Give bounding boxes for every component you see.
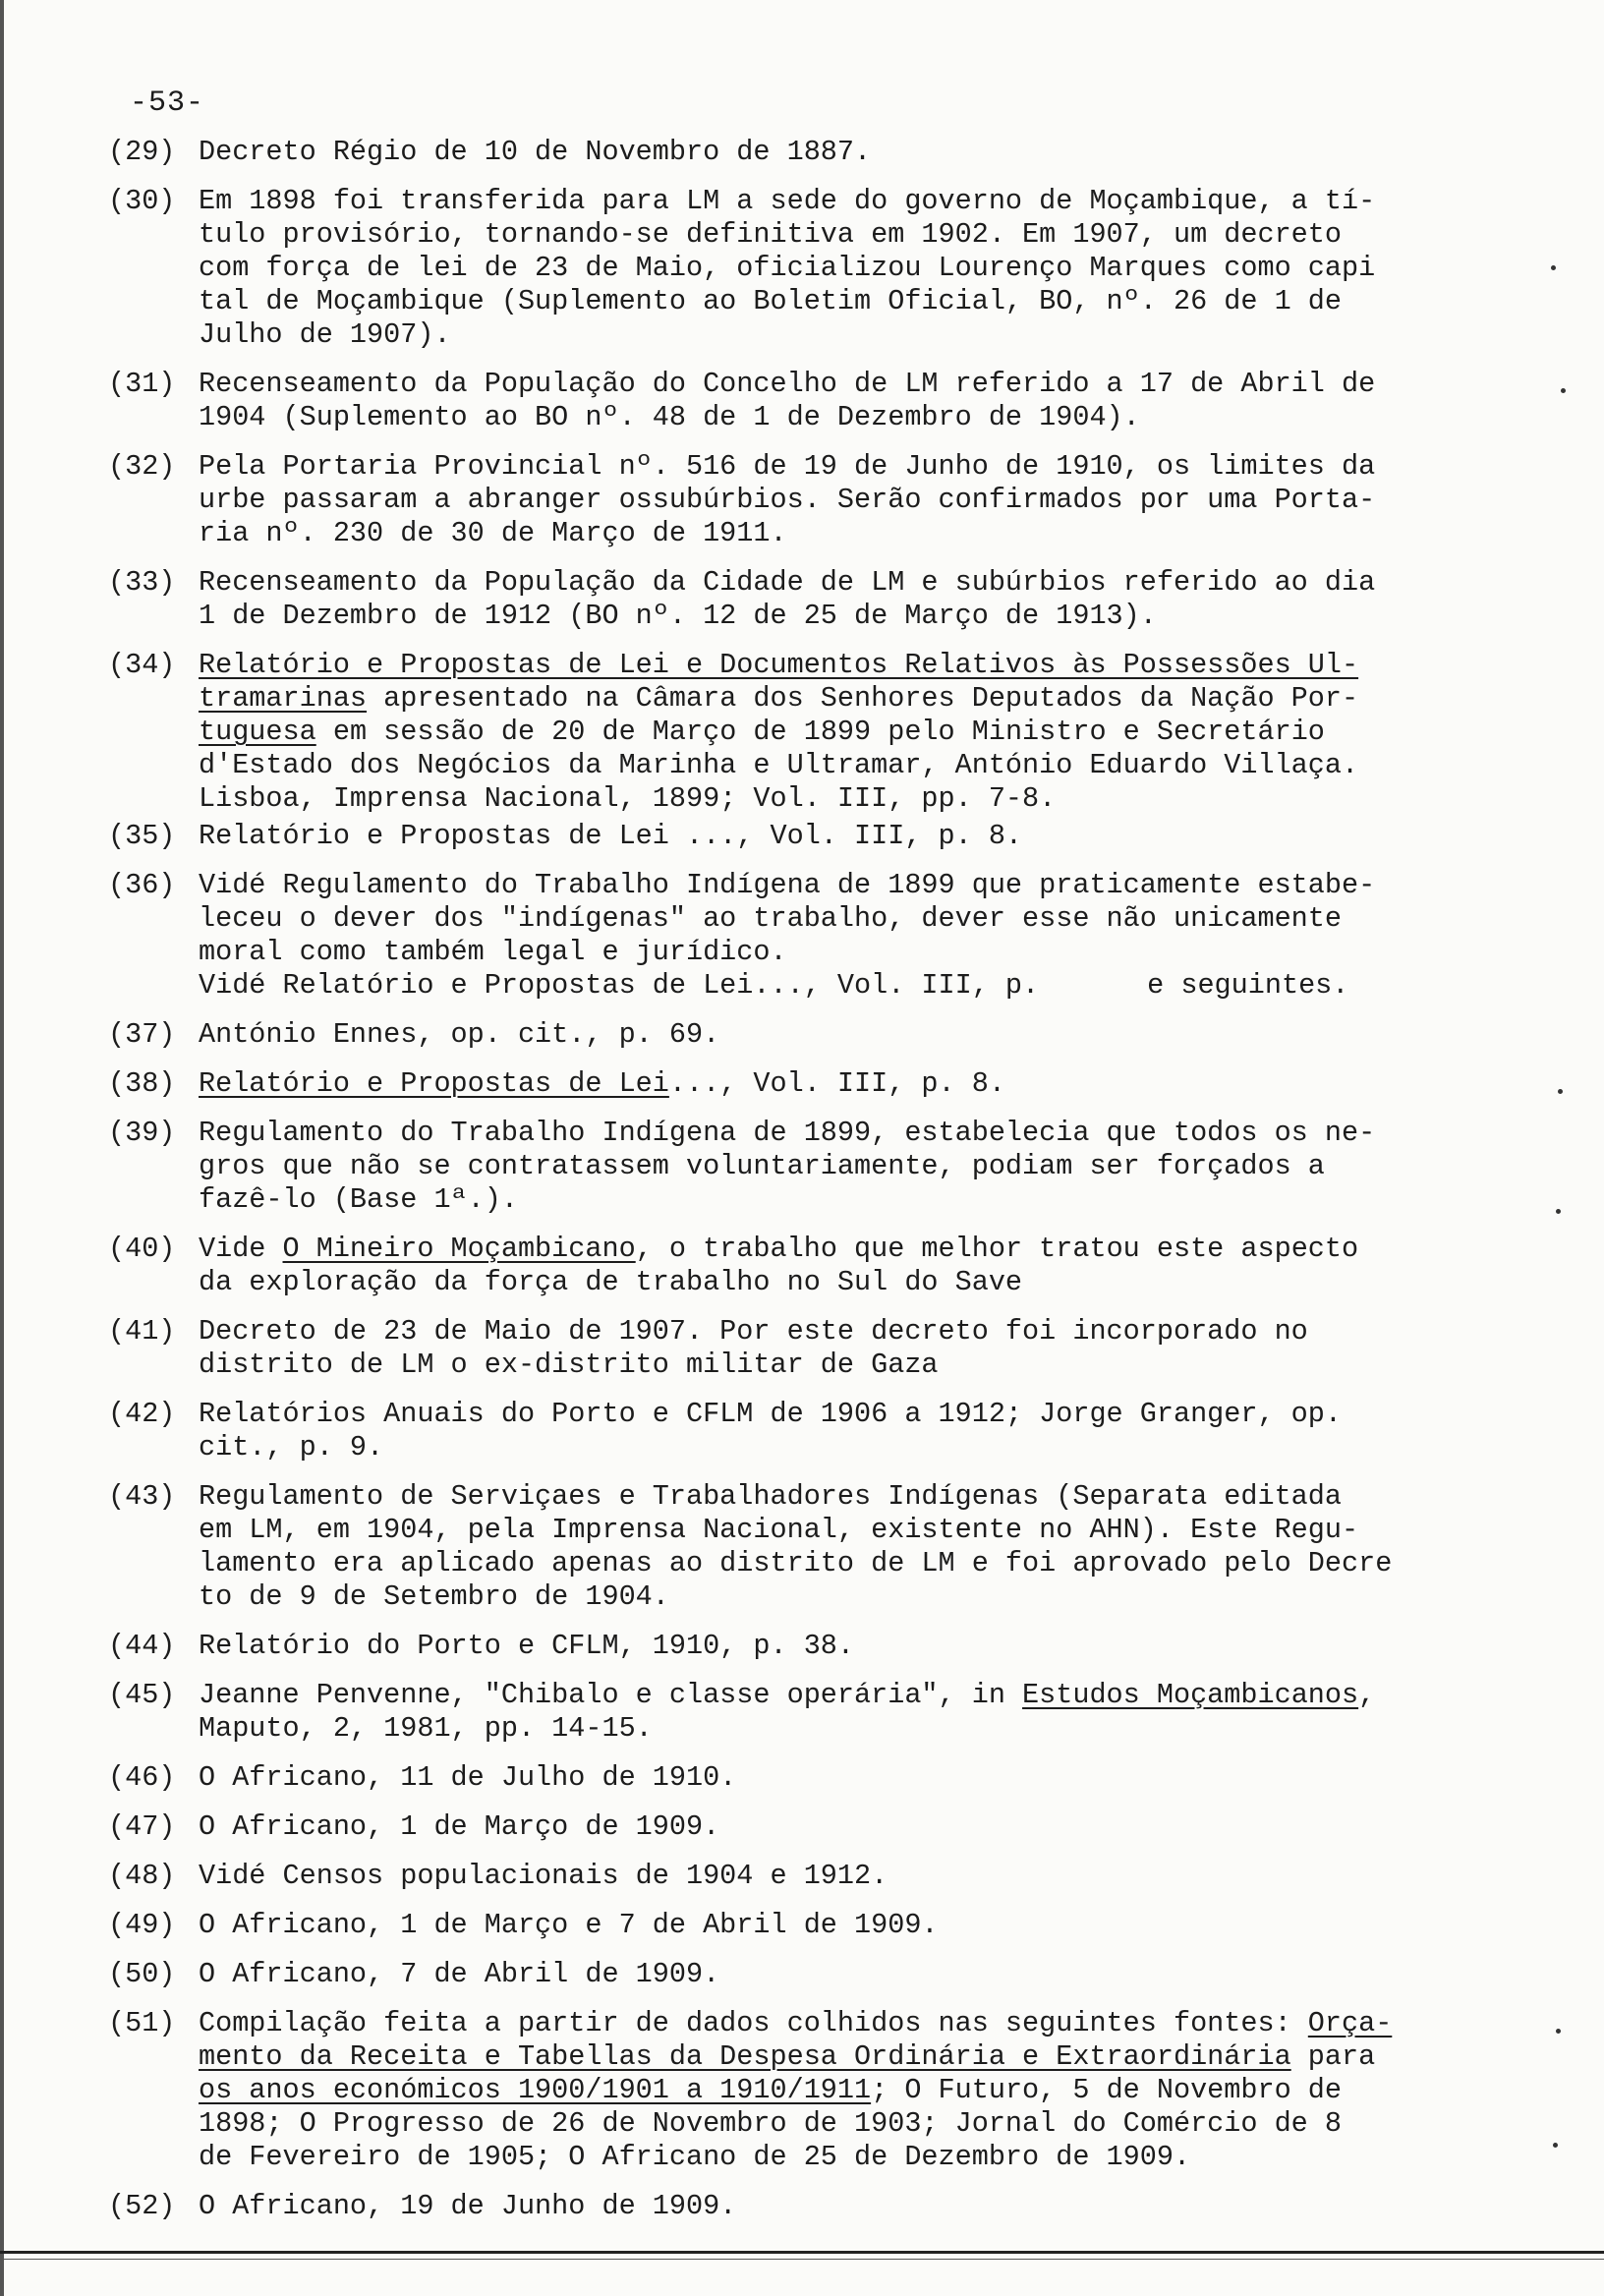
text-run: urbe passaram a abranger ossubúrbios. Serão confirmados por uma Porta- bbox=[199, 484, 1376, 516]
footnote-line bbox=[199, 749, 1484, 782]
text-run: tulo provisório, tornando-se definitiva em 1902. Em 1907, um decreto bbox=[199, 218, 1342, 251]
text-run: de Fevereiro de 1905; O Africano de 25 de Dezembro de 1909. bbox=[199, 2141, 1191, 2173]
scan-speck bbox=[1556, 1209, 1561, 1214]
text-run: , bbox=[1358, 1679, 1376, 1711]
footnote-number: (40) bbox=[108, 1233, 176, 1265]
text-run: Relatório do Porto e CFLM, 1910, p. 38. bbox=[199, 1630, 855, 1662]
footnote-line bbox=[199, 1183, 1484, 1217]
footnote bbox=[108, 869, 1484, 1003]
footnote-number: (34) bbox=[108, 649, 176, 681]
underlined-title: Relatório e Propostas de Lei bbox=[199, 1067, 669, 1100]
footnote-line bbox=[199, 2074, 1484, 2107]
text-run: Julho de 1907). bbox=[199, 318, 451, 351]
footnote bbox=[108, 820, 1484, 853]
footnote-text bbox=[199, 1860, 1484, 1893]
underlined-title: tramarinas bbox=[199, 682, 368, 715]
footnote-text bbox=[199, 1630, 1484, 1663]
footnote-line bbox=[199, 1580, 1484, 1614]
footnote-line bbox=[199, 1761, 1484, 1795]
footnote-line bbox=[199, 1315, 1484, 1349]
text-run: ; O Futuro, 5 de Novembro de bbox=[871, 2074, 1343, 2106]
footnote-text bbox=[199, 1810, 1484, 1844]
footnote-line bbox=[199, 1480, 1484, 1514]
footnote bbox=[108, 1679, 1484, 1746]
scan-speck bbox=[1551, 265, 1556, 270]
text-run: Maputo, 2, 1981, pp. 14-15. bbox=[199, 1712, 653, 1745]
text-run: gros que não se contratassem voluntariamente, podiam ser forçados a bbox=[199, 1150, 1325, 1182]
text-run: Lisboa, Imprensa Nacional, 1899; Vol. III, pp. 7-8. bbox=[199, 782, 1057, 815]
scan-speck bbox=[1556, 2029, 1561, 2034]
text-run: , o trabalho que melhor tratou este aspecto bbox=[635, 1233, 1359, 1265]
footnote-text bbox=[199, 820, 1484, 853]
scan-speck bbox=[1553, 2143, 1558, 2148]
footnote-line bbox=[199, 185, 1484, 218]
text-run: em LM, em 1904, pela Imprensa Nacional, existente no AHN). Este Regu- bbox=[199, 1514, 1359, 1546]
footnote-text bbox=[199, 1480, 1484, 1614]
text-run: 1 de Dezembro de 1912 (BO nº. 12 de 25 de Março de 1913). bbox=[199, 600, 1157, 632]
text-run: Decreto Régio de 10 de Novembro de 1887. bbox=[199, 136, 872, 168]
footnote-text bbox=[199, 1067, 1484, 1101]
footnote-line bbox=[199, 401, 1484, 434]
footnote bbox=[108, 566, 1484, 633]
footnote-text bbox=[199, 1679, 1484, 1746]
underlined-title: os anos económicos 1900/1901 a 1910/1911 bbox=[199, 2074, 872, 2106]
footnote bbox=[108, 1630, 1484, 1663]
footnote-number: (37) bbox=[108, 1018, 176, 1051]
footnote-line bbox=[199, 1958, 1484, 1991]
text-run: Decreto de 23 de Maio de 1907. Por este decreto foi incorporado no bbox=[199, 1315, 1308, 1348]
text-run: para bbox=[1290, 2040, 1376, 2073]
footnote-number: (44) bbox=[108, 1630, 176, 1662]
text-run: lamento era aplicado apenas ao distrito de LM e foi aprovado pelo Decre bbox=[199, 1547, 1393, 1579]
footnote-text bbox=[199, 368, 1484, 434]
text-run: Regulamento do Trabalho Indígena de 1899, estabelecia que todos os ne- bbox=[199, 1117, 1376, 1149]
text-run: 1898; O Progresso de 26 de Novembro de 1903; Jornal do Comércio de 8 bbox=[199, 2107, 1342, 2140]
footnote-number: (43) bbox=[108, 1480, 176, 1513]
text-run: tal de Moçambique (Suplemento ao Boletim Oficial, BO, nº. 26 de 1 de bbox=[199, 285, 1342, 317]
footnote-line bbox=[199, 1810, 1484, 1844]
text-run: O Africano, 1 de Março de 1909. bbox=[199, 1810, 720, 1843]
footnote-text bbox=[199, 136, 1484, 169]
underlined-title: O Mineiro Moçambicano bbox=[282, 1233, 636, 1265]
footnote-line bbox=[199, 1909, 1484, 1942]
footnote bbox=[108, 1958, 1484, 1991]
footnote-line bbox=[199, 2007, 1484, 2040]
text-run: fazê-lo (Base 1ª.). bbox=[199, 1183, 518, 1216]
text-run: Vidé Regulamento do Trabalho Indígena de 1899 que praticamente estabe- bbox=[199, 869, 1376, 901]
footnote-number: (33) bbox=[108, 566, 176, 599]
footnote-line bbox=[199, 318, 1484, 352]
underlined-title: Relatório e Propostas de Lei e Documentos Relativos às Possessões Ul- bbox=[199, 649, 1359, 681]
footnote bbox=[108, 1810, 1484, 1844]
footnote bbox=[108, 1398, 1484, 1464]
footnote-line bbox=[199, 1117, 1484, 1150]
footnote-line bbox=[199, 969, 1484, 1003]
underlined-title: Orça- bbox=[1307, 2007, 1393, 2039]
page-number: -53- bbox=[130, 86, 205, 120]
footnote-text bbox=[199, 185, 1484, 352]
footnote-line bbox=[199, 566, 1484, 600]
text-run: d'Estado dos Negócios da Marinha e Ultramar, António Eduardo Villaça. bbox=[199, 749, 1359, 781]
text-run: Vide bbox=[199, 1233, 283, 1265]
footnote-line bbox=[199, 136, 1484, 169]
scan-left-edge bbox=[0, 0, 4, 2296]
footnote-line bbox=[199, 682, 1484, 716]
footnote-number: (36) bbox=[108, 869, 176, 901]
footnote-line bbox=[199, 1150, 1484, 1183]
footnote-line bbox=[199, 1712, 1484, 1746]
footnote-line bbox=[199, 218, 1484, 252]
footnote-line bbox=[199, 2040, 1484, 2074]
footnote-text bbox=[199, 1233, 1484, 1299]
footnote-line bbox=[199, 1349, 1484, 1382]
footnote-line bbox=[199, 450, 1484, 484]
footnote bbox=[108, 1233, 1484, 1299]
footnote bbox=[108, 1018, 1484, 1052]
text-run: moral como também legal e jurídico. bbox=[199, 936, 787, 968]
footnote-line bbox=[199, 869, 1484, 902]
footnotes-list bbox=[108, 136, 1484, 2239]
footnote bbox=[108, 1117, 1484, 1217]
footnote bbox=[108, 649, 1484, 816]
footnote-line bbox=[199, 484, 1484, 517]
text-run: da exploração da força de trabalho no Sul do Save bbox=[199, 1266, 1023, 1298]
footnote bbox=[108, 1067, 1484, 1101]
footnote bbox=[108, 2190, 1484, 2223]
text-run: ..., Vol. III, p. 8. bbox=[668, 1067, 1005, 1100]
text-run: Relatório e Propostas de Lei ..., Vol. III, p. 8. bbox=[199, 820, 1023, 852]
footnote-line bbox=[199, 252, 1484, 285]
underlined-title: Estudos Moçambicanos bbox=[1022, 1679, 1359, 1711]
footnote-text bbox=[199, 1315, 1484, 1382]
text-run: Recenseamento da População da Cidade de LM e subúrbios referido ao dia bbox=[199, 566, 1376, 599]
text-run: Recenseamento da População do Concelho de LM referido a 17 de Abril de bbox=[199, 368, 1376, 400]
footnote bbox=[108, 1480, 1484, 1614]
footnote-line bbox=[199, 368, 1484, 401]
text-run: Pela Portaria Provincial nº. 516 de 19 de Junho de 1910, os limites da bbox=[199, 450, 1376, 483]
text-run: cit., p. 9. bbox=[199, 1431, 384, 1464]
footnote-line bbox=[199, 1233, 1484, 1266]
footnote-line bbox=[199, 1431, 1484, 1464]
underlined-title: tuguesa bbox=[199, 716, 316, 748]
footnote bbox=[108, 2007, 1484, 2174]
footnote-number: (31) bbox=[108, 368, 176, 400]
footnote-line bbox=[199, 649, 1484, 682]
text-run: to de 9 de Setembro de 1904. bbox=[199, 1580, 669, 1613]
text-run: Vidé Relatório e Propostas de Lei..., Vol. III, p. bbox=[199, 969, 1040, 1002]
footnote-line bbox=[199, 1860, 1484, 1893]
footnote-text bbox=[199, 1958, 1484, 1991]
footnote bbox=[108, 1761, 1484, 1795]
text-run: apresentado na Câmara dos Senhores Deputados da Nação Por- bbox=[367, 682, 1359, 715]
text-run: em sessão de 20 de Março de 1899 pelo Ministro e Secretário bbox=[315, 716, 1325, 748]
footnote-text bbox=[199, 1018, 1484, 1052]
footnote bbox=[108, 185, 1484, 352]
footnote-number: (32) bbox=[108, 450, 176, 483]
text-run: O Africano, 7 de Abril de 1909. bbox=[199, 1958, 720, 1990]
footnote-line bbox=[199, 1679, 1484, 1712]
footnote-number: (48) bbox=[108, 1860, 176, 1892]
scan-speck bbox=[1558, 1089, 1563, 1094]
footnote-number: (35) bbox=[108, 820, 176, 852]
text-run: Em 1898 foi transferida para LM a sede do governo de Moçambique, a tí- bbox=[199, 185, 1376, 217]
text-run: ria nº. 230 de 30 de Março de 1911. bbox=[199, 517, 787, 549]
text-run: leceu o dever dos "indígenas" ao trabalho, dever esse não unicamente bbox=[199, 902, 1342, 935]
footnote-line bbox=[199, 517, 1484, 550]
footnote-line bbox=[199, 285, 1484, 318]
footnote-number: (45) bbox=[108, 1679, 176, 1711]
footnote-text bbox=[199, 1117, 1484, 1217]
footnote-line bbox=[199, 2107, 1484, 2141]
footnote-line bbox=[199, 1067, 1484, 1101]
footnote-line bbox=[199, 782, 1484, 816]
footnote-line bbox=[199, 1630, 1484, 1663]
footnote-number: (47) bbox=[108, 1810, 176, 1843]
text-run: O Africano, 11 de Julho de 1910. bbox=[199, 1761, 737, 1794]
footnote-line bbox=[199, 716, 1484, 749]
scan-speck bbox=[1561, 388, 1566, 393]
text-run: Relatórios Anuais do Porto e CFLM de 1906 a 1912; Jorge Granger, op. bbox=[199, 1398, 1342, 1430]
bottom-rule-thin bbox=[0, 2259, 1604, 2260]
footnote-number: (51) bbox=[108, 2007, 176, 2039]
footnote-text bbox=[199, 2007, 1484, 2174]
text-run: O Africano, 1 de Março e 7 de Abril de 1909. bbox=[199, 1909, 939, 1941]
footnote-line bbox=[199, 2190, 1484, 2223]
footnote-number: (29) bbox=[108, 136, 176, 168]
text-run: 1904 (Suplemento ao BO nº. 48 de 1 de Dezembro de 1904). bbox=[199, 401, 1140, 433]
footnote-number: (49) bbox=[108, 1909, 176, 1941]
footnote bbox=[108, 1909, 1484, 1942]
footnote-line bbox=[199, 902, 1484, 936]
footnote-text bbox=[199, 1761, 1484, 1795]
underlined-title: mento da Receita e Tabellas da Despesa Ordinária e Extraordinária bbox=[199, 2040, 1291, 2073]
footnote-number: (50) bbox=[108, 1958, 176, 1990]
footnote-line bbox=[199, 1547, 1484, 1580]
footnote-text bbox=[199, 1398, 1484, 1464]
footnote bbox=[108, 1315, 1484, 1382]
text-run: António Ennes, op. cit., p. 69. bbox=[199, 1018, 720, 1051]
footnote-line bbox=[199, 1266, 1484, 1299]
footnote-text bbox=[199, 566, 1484, 633]
footnote-line bbox=[199, 820, 1484, 853]
footnote-number: (30) bbox=[108, 185, 176, 217]
footnote-text bbox=[199, 869, 1484, 1003]
footnote-text bbox=[199, 450, 1484, 550]
footnote-line bbox=[199, 1514, 1484, 1547]
text-run: Compilação feita a partir de dados colhidos nas seguintes fontes: bbox=[199, 2007, 1308, 2039]
footnote-text bbox=[199, 2190, 1484, 2223]
footnote bbox=[108, 450, 1484, 550]
footnote-number: (42) bbox=[108, 1398, 176, 1430]
footnote-line bbox=[199, 2141, 1484, 2174]
footnote-text bbox=[199, 1909, 1484, 1942]
footnote-line bbox=[199, 600, 1484, 633]
footnote-text bbox=[199, 649, 1484, 816]
footnote-line bbox=[199, 1018, 1484, 1052]
footnote-line bbox=[199, 936, 1484, 969]
footnote-number: (52) bbox=[108, 2190, 176, 2222]
text-run: e seguintes. bbox=[1147, 969, 1349, 1002]
footnote bbox=[108, 1860, 1484, 1893]
text-run: com força de lei de 23 de Maio, oficializou Lourenço Marques como capi bbox=[199, 252, 1376, 284]
footnote-number: (41) bbox=[108, 1315, 176, 1348]
text-run: distrito de LM o ex-distrito militar de Gaza bbox=[199, 1349, 939, 1381]
footnote-number: (38) bbox=[108, 1067, 176, 1100]
bottom-rule bbox=[0, 2251, 1604, 2254]
footnote-line bbox=[199, 1398, 1484, 1431]
text-run: O Africano, 19 de Junho de 1909. bbox=[199, 2190, 737, 2222]
footnote bbox=[108, 136, 1484, 169]
text-run: Vidé Censos populacionais de 1904 e 1912. bbox=[199, 1860, 888, 1892]
text-run: Jeanne Penvenne, "Chibalo e classe operária", in bbox=[199, 1679, 1023, 1711]
footnote-number: (39) bbox=[108, 1117, 176, 1149]
footnote bbox=[108, 368, 1484, 434]
text-run: Regulamento de Serviçaes e Trabalhadores Indígenas (Separata editada bbox=[199, 1480, 1342, 1513]
footnote-number: (46) bbox=[108, 1761, 176, 1794]
